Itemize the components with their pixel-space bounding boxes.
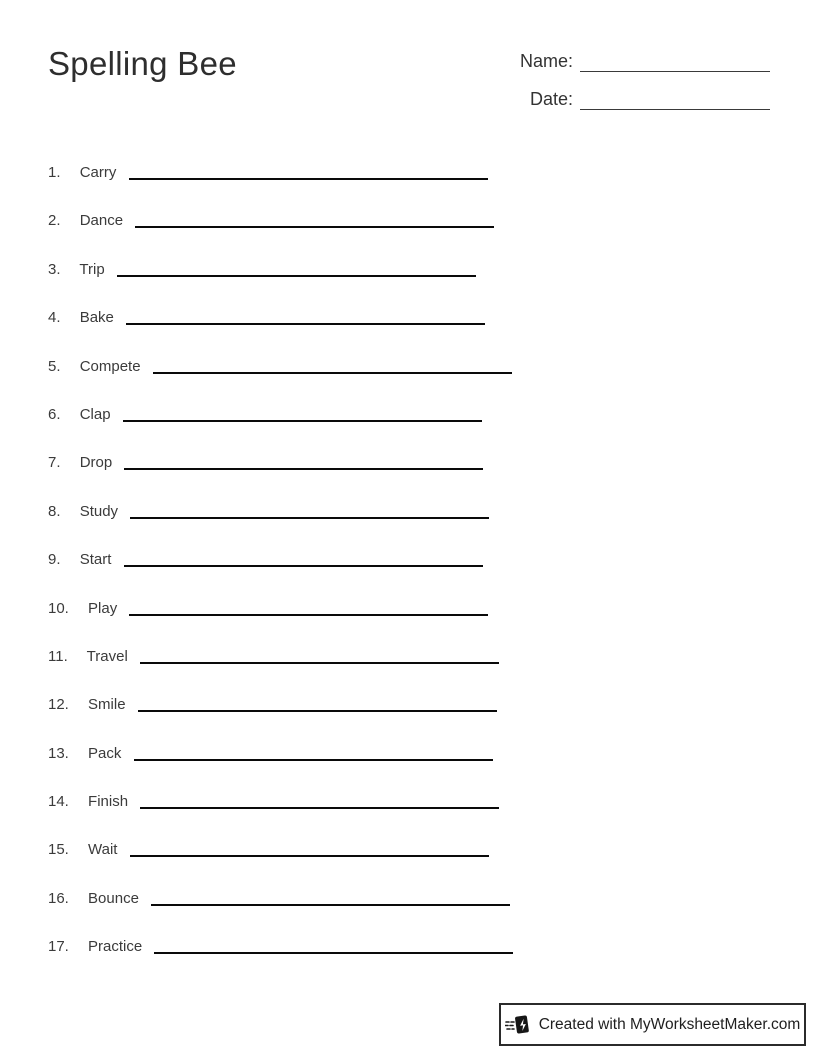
item-word: Study <box>79 502 119 520</box>
list-item <box>48 887 513 908</box>
list-item <box>48 403 513 424</box>
answer-blank-line <box>126 309 485 325</box>
list-item <box>48 645 513 666</box>
list-item <box>48 693 513 714</box>
answer-blank-line <box>130 503 489 519</box>
item-word: Pack <box>88 744 122 762</box>
list-item <box>48 209 513 230</box>
list-item <box>48 306 513 327</box>
list-item <box>48 500 513 521</box>
item-number: 14. <box>48 793 69 811</box>
list-item <box>48 355 513 376</box>
worksheet-maker-logo-icon <box>505 1012 531 1038</box>
list-item <box>48 790 513 811</box>
item-word: Wait <box>88 841 118 859</box>
item-number: 16. <box>48 889 69 907</box>
list-item <box>48 742 513 763</box>
list-item <box>48 935 513 956</box>
item-number: 6. <box>48 405 61 423</box>
item-word: Compete <box>79 357 141 375</box>
item-number: 17. <box>48 938 69 956</box>
answer-blank-line <box>140 793 499 809</box>
list-item <box>48 597 513 618</box>
item-number: 3. <box>48 260 61 278</box>
item-number: 9. <box>48 551 61 569</box>
item-number: 12. <box>48 696 69 714</box>
list-item <box>48 548 513 569</box>
item-number: 1. <box>48 164 61 181</box>
date-label: Date: <box>529 89 573 109</box>
date-blank-line <box>580 93 770 110</box>
item-number: 7. <box>48 454 61 472</box>
answer-blank-line <box>129 164 488 180</box>
item-word: Play <box>88 599 118 617</box>
item-number: 8. <box>48 502 61 520</box>
name-blank-line <box>580 55 770 72</box>
list-item <box>48 161 513 182</box>
item-word: Smile <box>88 696 126 714</box>
item-word: Start <box>79 551 112 569</box>
word-list <box>48 161 513 984</box>
list-item <box>48 258 513 279</box>
answer-blank-line <box>129 600 488 616</box>
answer-blank-line <box>117 261 476 277</box>
name-label: Name: <box>519 51 573 71</box>
item-word: Drop <box>79 454 113 472</box>
answer-blank-line <box>135 212 494 228</box>
header-fields <box>478 50 770 126</box>
item-word: Dance <box>79 212 124 230</box>
item-number: 4. <box>48 309 61 327</box>
answer-blank-line <box>151 890 510 906</box>
item-number: 10. <box>48 599 69 617</box>
item-word: Bake <box>79 309 114 327</box>
item-word: Travel <box>86 647 128 665</box>
item-word: Practice <box>88 938 143 956</box>
item-word: Trip <box>79 260 105 278</box>
answer-blank-line <box>153 358 512 374</box>
answer-blank-line <box>124 551 483 567</box>
credit-text: Created with MyWorksheetMaker.com <box>538 1015 801 1033</box>
item-word: Bounce <box>88 889 139 907</box>
answer-blank-line <box>130 841 489 857</box>
name-field-row <box>478 50 770 74</box>
answer-blank-line <box>154 938 513 954</box>
item-number: 15. <box>48 841 69 859</box>
credit-badge <box>499 1003 806 1046</box>
answer-blank-line <box>124 454 483 470</box>
page-title: Spelling Bee <box>48 45 237 82</box>
item-word: Clap <box>79 405 111 423</box>
item-number: 13. <box>48 744 69 762</box>
answer-blank-line <box>123 406 482 422</box>
list-item <box>48 451 513 472</box>
item-number: 2. <box>48 212 61 230</box>
answer-blank-line <box>140 648 499 664</box>
item-number: 5. <box>48 357 61 375</box>
answer-blank-line <box>134 745 493 761</box>
item-number: 11. <box>48 647 68 665</box>
answer-blank-line <box>138 696 497 712</box>
item-word: Carry <box>79 164 117 181</box>
item-word: Finish <box>88 793 129 811</box>
list-item <box>48 838 513 859</box>
date-field-row <box>478 88 770 112</box>
